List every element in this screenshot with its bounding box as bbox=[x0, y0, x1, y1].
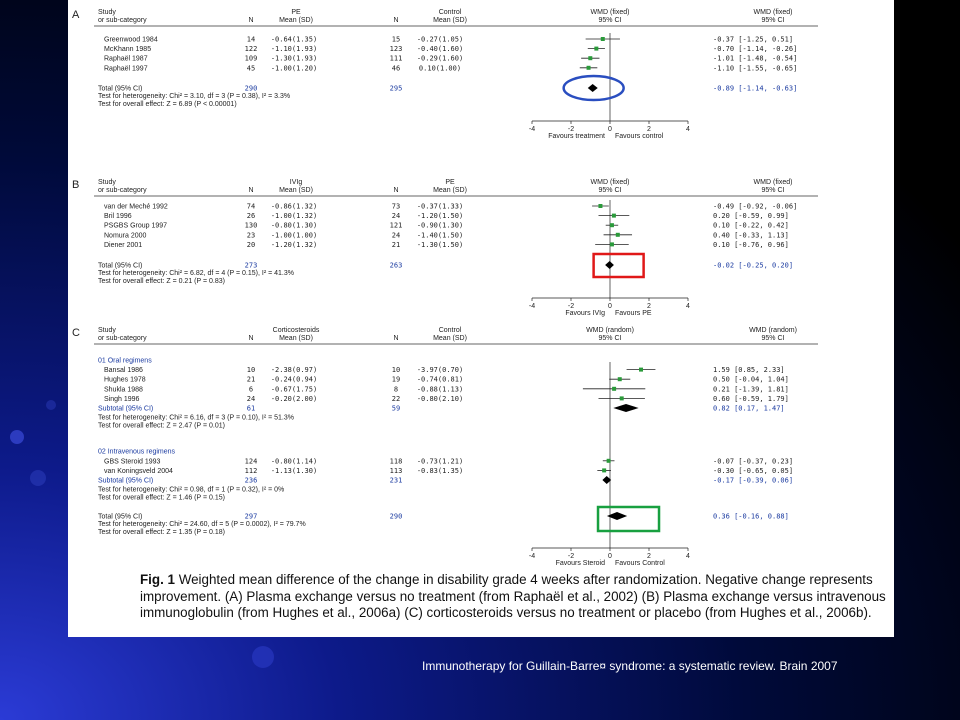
decorative-bubble bbox=[10, 430, 24, 444]
x-axis-tick-label: -4 bbox=[528, 303, 536, 310]
study-name: Nomura 2000 bbox=[104, 232, 147, 240]
favours-right-label: Favours Control bbox=[615, 560, 665, 567]
mean-sd-treatment: -1.00(1.32) bbox=[270, 212, 318, 221]
n-control: 121 bbox=[389, 221, 403, 230]
summary-label: Total (95% CI) bbox=[98, 85, 143, 93]
mean-sd-control: -0.73(1.21) bbox=[416, 457, 464, 466]
wmd-ci-value: 0.10 [-0.22, 0.42] bbox=[713, 221, 789, 230]
favours-left-label: Favours IVIg bbox=[565, 310, 605, 317]
favours-left-label: Favours Steroid bbox=[555, 560, 605, 567]
mean-sd-control: -0.40(1.60) bbox=[416, 45, 464, 54]
column-header-n-control: N bbox=[393, 335, 399, 342]
wmd-ci-value: 0.20 [-0.59, 0.99] bbox=[713, 212, 789, 221]
mean-sd-treatment: -0.67(1.75) bbox=[270, 385, 318, 394]
summary-n-treatment: 61 bbox=[246, 404, 256, 413]
x-axis-tick-label: 4 bbox=[686, 303, 690, 310]
effect-marker bbox=[601, 37, 605, 41]
heterogeneity-note: Test for overall effect: Z = 1.35 (P = 0.18) bbox=[98, 529, 225, 536]
mean-sd-treatment: -2.38(0.97) bbox=[270, 366, 318, 375]
summary-n-treatment: 297 bbox=[244, 512, 258, 521]
study-name: Raphaël 1997 bbox=[104, 65, 148, 73]
mean-sd-treatment: -0.64(1.35) bbox=[270, 35, 318, 44]
favours-left-label: Favours treatment bbox=[548, 133, 605, 140]
heterogeneity-note: Test for overall effect: Z = 0.21 (P = 0.83) bbox=[98, 278, 225, 285]
column-header-n-treatment: N bbox=[248, 17, 254, 24]
n-treatment: 24 bbox=[246, 394, 256, 403]
n-treatment: 130 bbox=[244, 221, 258, 230]
study-name: GBS Steroid 1993 bbox=[104, 458, 161, 466]
column-header-control: PE bbox=[445, 179, 455, 186]
wmd-ci-value: -0.30 [-0.65, 0.05] bbox=[713, 466, 794, 475]
study-name: Diener 2001 bbox=[104, 241, 143, 249]
mean-sd-treatment: -0.24(0.94) bbox=[270, 375, 318, 384]
effect-marker bbox=[616, 233, 620, 237]
column-header-treatment: PE bbox=[291, 9, 301, 16]
n-treatment: 6 bbox=[248, 385, 254, 394]
column-header-treatment: Corticosteroids bbox=[272, 327, 320, 334]
summary-wmd-ci-value: 0.82 [0.17, 1.47] bbox=[713, 404, 785, 413]
mean-sd-treatment: -0.20(2.00) bbox=[270, 394, 318, 403]
mean-sd-control: -3.97(0.70) bbox=[416, 366, 464, 375]
citation-text: Immunotherapy for Guillain-Barre¤ syndrome: a systematic review. Brain 2007 bbox=[422, 659, 838, 673]
x-axis-tick-label: -2 bbox=[567, 126, 575, 133]
summary-n-control: 295 bbox=[389, 84, 403, 93]
x-axis-tick-label: -2 bbox=[567, 303, 575, 310]
study-name: Bril 1996 bbox=[104, 213, 132, 221]
x-axis-tick-label: 0 bbox=[608, 553, 612, 560]
n-control: 10 bbox=[391, 366, 401, 375]
summary-wmd-ci-value: -0.89 [-1.14, -0.63] bbox=[713, 84, 798, 93]
summary-label: Subtotal (95% CI) bbox=[98, 477, 154, 485]
column-header-mean-treatment: Mean (SD) bbox=[279, 335, 313, 342]
subgroup-title: 02 Intravenous regimens bbox=[98, 448, 176, 456]
column-header-subcategory: or sub-category bbox=[98, 17, 147, 24]
x-axis-tick-label: 2 bbox=[647, 553, 651, 560]
study-name: Bansal 1986 bbox=[104, 367, 143, 375]
summary-diamond bbox=[605, 261, 614, 269]
column-header-ci-value: 95% CI bbox=[761, 187, 785, 194]
panel-label: B bbox=[72, 179, 80, 191]
n-control: 118 bbox=[389, 457, 403, 466]
column-header-study: Study bbox=[98, 179, 116, 186]
mean-sd-control: -1.40(1.50) bbox=[416, 231, 464, 240]
summary-n-control: 263 bbox=[389, 261, 403, 270]
n-control: 21 bbox=[391, 240, 401, 249]
n-treatment: 122 bbox=[244, 45, 258, 54]
mean-sd-control: -1.30(1.50) bbox=[416, 240, 464, 249]
study-name: van der Meché 1992 bbox=[104, 203, 168, 211]
mean-sd-control: -1.20(1.50) bbox=[416, 212, 464, 221]
column-header-mean-control: Mean (SD) bbox=[433, 17, 467, 24]
column-header-ci: 95% CI bbox=[598, 17, 622, 24]
n-treatment: 124 bbox=[244, 457, 258, 466]
decorative-bubble bbox=[252, 646, 274, 668]
mean-sd-treatment: -1.13(1.30) bbox=[270, 466, 318, 475]
decorative-bubble bbox=[30, 470, 46, 486]
mean-sd-control: -0.37(1.33) bbox=[416, 202, 464, 211]
summary-label: Total (95% CI) bbox=[98, 262, 143, 270]
column-header-subcategory: or sub-category bbox=[98, 187, 147, 194]
summary-wmd-ci-value: -0.02 [-0.25, 0.20] bbox=[713, 261, 794, 270]
summary-n-control: 290 bbox=[389, 512, 403, 521]
favours-right-label: Favours PE bbox=[615, 310, 652, 317]
column-header-ci: 95% CI bbox=[598, 187, 622, 194]
summary-n-treatment: 236 bbox=[244, 476, 258, 485]
n-control: 22 bbox=[391, 394, 401, 403]
n-treatment: 109 bbox=[244, 54, 258, 63]
mean-sd-control: -0.27(1.05) bbox=[416, 35, 464, 44]
mean-sd-treatment: -1.00(1.20) bbox=[270, 64, 318, 73]
column-header-wmd: WMD (fixed) bbox=[590, 179, 630, 186]
effect-marker bbox=[602, 468, 606, 472]
effect-marker bbox=[598, 204, 602, 208]
study-name: Shukla 1988 bbox=[104, 386, 143, 394]
wmd-ci-value: -0.49 [-0.92, -0.06] bbox=[713, 202, 798, 211]
x-axis-tick-label: 0 bbox=[608, 126, 612, 133]
column-header-treatment: IVIg bbox=[289, 179, 303, 186]
heterogeneity-note: Test for overall effect: Z = 6.89 (P < 0.00001) bbox=[98, 101, 237, 108]
wmd-ci-value: -0.37 [-1.25, 0.51] bbox=[713, 35, 794, 44]
mean-sd-control: -0.83(1.35) bbox=[416, 466, 464, 475]
wmd-ci-value: 0.40 [-0.33, 1.13] bbox=[713, 231, 789, 240]
mean-sd-treatment: -1.10(1.93) bbox=[270, 45, 318, 54]
heterogeneity-note: Test for heterogeneity: Chi² = 6.16, df = 3 (P = 0.10), I² = 51.3% bbox=[98, 414, 294, 422]
x-axis-tick-label: -4 bbox=[528, 126, 536, 133]
study-name: PSGBS Group 1997 bbox=[104, 222, 168, 230]
n-treatment: 26 bbox=[246, 212, 256, 221]
effect-marker bbox=[618, 377, 622, 381]
effect-marker bbox=[620, 396, 624, 400]
column-header-control: Control bbox=[438, 9, 462, 16]
heterogeneity-note: Test for heterogeneity: Chi² = 24.60, df = 5 (P = 0.0002), I² = 79.7% bbox=[98, 521, 306, 528]
effect-marker bbox=[610, 242, 614, 246]
mean-sd-treatment: -1.30(1.93) bbox=[270, 54, 318, 63]
n-control: 24 bbox=[391, 212, 401, 221]
column-header-wmd-value: WMD (random) bbox=[749, 327, 797, 334]
summary-n-control: 59 bbox=[391, 404, 401, 413]
summary-wmd-ci-value: -0.17 [-0.39, 0.06] bbox=[713, 476, 794, 485]
mean-sd-control: -0.80(2.10) bbox=[416, 394, 464, 403]
mean-sd-treatment: -1.00(1.00) bbox=[270, 231, 318, 240]
mean-sd-treatment: -0.80(1.14) bbox=[270, 457, 318, 466]
column-header-wmd: WMD (random) bbox=[586, 327, 634, 334]
effect-marker bbox=[587, 66, 591, 70]
column-header-n-treatment: N bbox=[248, 187, 254, 194]
n-treatment: 45 bbox=[246, 64, 256, 73]
summary-wmd-ci-value: 0.36 [-0.16, 0.88] bbox=[713, 512, 789, 521]
x-axis-tick-label: 0 bbox=[608, 303, 612, 310]
effect-marker bbox=[594, 47, 598, 51]
x-axis-tick-label: 4 bbox=[686, 126, 690, 133]
figure-caption bbox=[140, 572, 956, 622]
study-name: McKhann 1985 bbox=[104, 46, 152, 54]
mean-sd-treatment: -0.80(1.30) bbox=[270, 221, 318, 230]
wmd-ci-value: -0.70 [-1.14, -0.26] bbox=[713, 45, 798, 54]
column-header-subcategory: or sub-category bbox=[98, 335, 147, 342]
n-control: 123 bbox=[389, 45, 403, 54]
effect-marker bbox=[639, 368, 643, 372]
n-treatment: 74 bbox=[246, 202, 256, 211]
n-control: 15 bbox=[391, 35, 401, 44]
summary-n-treatment: 290 bbox=[244, 84, 258, 93]
figure-caption-label: Fig. 1 bbox=[140, 572, 175, 587]
wmd-ci-value: 1.59 [0.85, 2.33] bbox=[713, 366, 785, 375]
summary-label: Total (95% CI) bbox=[98, 513, 143, 521]
heterogeneity-note: Test for heterogeneity: Chi² = 6.82, df = 4 (P = 0.15), I² = 41.3% bbox=[98, 270, 294, 277]
n-control: 46 bbox=[391, 64, 401, 73]
heterogeneity-note: Test for overall effect: Z = 2.47 (P = 0.01) bbox=[98, 422, 225, 430]
wmd-ci-value: -1.01 [-1.48, -0.54] bbox=[713, 54, 798, 63]
column-header-mean-treatment: Mean (SD) bbox=[279, 17, 313, 24]
highlight-rectangle bbox=[598, 507, 659, 531]
wmd-ci-value: -1.10 [-1.55, -0.65] bbox=[713, 64, 798, 73]
column-header-study: Study bbox=[98, 327, 116, 334]
wmd-ci-value: 0.60 [-0.59, 1.79] bbox=[713, 394, 789, 403]
x-axis-tick-label: 4 bbox=[686, 553, 690, 560]
effect-marker bbox=[612, 214, 616, 218]
column-header-mean-treatment: Mean (SD) bbox=[279, 187, 313, 194]
column-header-ci-value: 95% CI bbox=[761, 335, 785, 342]
n-treatment: 23 bbox=[246, 231, 256, 240]
mean-sd-treatment: -1.20(1.32) bbox=[270, 240, 318, 249]
wmd-ci-value: 0.21 [-1.39, 1.81] bbox=[713, 385, 789, 394]
x-axis-tick-label: -2 bbox=[567, 553, 575, 560]
mean-sd-control: -0.88(1.13) bbox=[416, 385, 464, 394]
study-name: Singh 1996 bbox=[104, 395, 140, 403]
figure-caption-text: Weighted mean difference of the change in disability grade 4 weeks after randomization. Negative change represents improvement. (A) Plasma exchange versus no treatment (from Raphaël et al., 2002) (B) Plasma exchange versus intravenous immunoglobulin (from Hughes et al., 2006a) (C) corticosteroids versus no treatment or placebo (from Hughes et al., 2006b). bbox=[140, 572, 886, 620]
n-control: 111 bbox=[389, 54, 403, 63]
column-header-n-treatment: N bbox=[248, 335, 254, 342]
n-treatment: 20 bbox=[246, 240, 256, 249]
column-header-ci-value: 95% CI bbox=[761, 17, 785, 24]
heterogeneity-note: Test for overall effect: Z = 1.46 (P = 0.15) bbox=[98, 494, 225, 502]
column-header-n-control: N bbox=[393, 17, 399, 24]
study-name: Greenwood 1984 bbox=[104, 36, 158, 44]
panel-label: A bbox=[72, 9, 80, 21]
n-control: 19 bbox=[391, 375, 401, 384]
favours-right-label: Favours control bbox=[615, 133, 664, 140]
column-header-wmd: WMD (fixed) bbox=[590, 9, 630, 16]
column-header-n-control: N bbox=[393, 187, 399, 194]
study-name: Hughes 1978 bbox=[104, 376, 146, 384]
panel-label: C bbox=[72, 327, 80, 339]
column-header-study: Study bbox=[98, 9, 116, 16]
mean-sd-control: -0.90(1.30) bbox=[416, 221, 464, 230]
decorative-bubble bbox=[46, 400, 56, 410]
column-header-wmd-value: WMD (fixed) bbox=[753, 179, 793, 186]
forest-plot-figure bbox=[68, 0, 894, 637]
n-treatment: 14 bbox=[246, 35, 256, 44]
mean-sd-control: 0.10(1.00) bbox=[418, 64, 462, 73]
summary-n-control: 231 bbox=[389, 476, 403, 485]
x-axis-tick-label: 2 bbox=[647, 126, 651, 133]
wmd-ci-value: 0.50 [-0.04, 1.04] bbox=[713, 375, 789, 384]
wmd-ci-value: -0.07 [-0.37, 0.23] bbox=[713, 457, 794, 466]
summary-label: Subtotal (95% CI) bbox=[98, 405, 154, 413]
subgroup-title: 01 Oral regimens bbox=[98, 357, 152, 365]
effect-marker bbox=[588, 56, 592, 60]
n-control: 8 bbox=[393, 385, 399, 394]
x-axis-tick-label: 2 bbox=[647, 303, 651, 310]
effect-marker bbox=[610, 223, 614, 227]
column-header-control: Control bbox=[438, 327, 462, 334]
column-header-wmd-value: WMD (fixed) bbox=[753, 9, 793, 16]
n-control: 24 bbox=[391, 231, 401, 240]
effect-marker bbox=[607, 459, 611, 463]
column-header-mean-control: Mean (SD) bbox=[433, 335, 467, 342]
mean-sd-control: -0.29(1.60) bbox=[416, 54, 464, 63]
summary-diamond bbox=[613, 404, 638, 412]
heterogeneity-note: Test for heterogeneity: Chi² = 3.10, df = 3 (P = 0.38), I² = 3.3% bbox=[98, 93, 291, 100]
study-name: Raphaël 1987 bbox=[104, 55, 148, 63]
effect-marker bbox=[612, 387, 616, 391]
summary-n-treatment: 273 bbox=[244, 261, 258, 270]
figure-panel bbox=[68, 0, 894, 637]
summary-diamond bbox=[588, 84, 598, 92]
x-axis-tick-label: -4 bbox=[528, 553, 536, 560]
mean-sd-control: -0.74(0.81) bbox=[416, 375, 464, 384]
wmd-ci-value: 0.10 [-0.76, 0.96] bbox=[713, 240, 789, 249]
column-header-mean-control: Mean (SD) bbox=[433, 187, 467, 194]
n-treatment: 10 bbox=[246, 366, 256, 375]
heterogeneity-note: Test for heterogeneity: Chi² = 0.98, df = 1 (P = 0.32), I² = 0% bbox=[98, 486, 285, 494]
n-control: 73 bbox=[391, 202, 401, 211]
mean-sd-treatment: -0.86(1.32) bbox=[270, 202, 318, 211]
n-treatment: 112 bbox=[244, 466, 258, 475]
highlight-rectangle bbox=[594, 254, 644, 277]
column-header-ci: 95% CI bbox=[598, 335, 622, 342]
n-control: 113 bbox=[389, 466, 403, 475]
study-name: van Koningsveld 2004 bbox=[104, 467, 173, 475]
n-treatment: 21 bbox=[246, 375, 256, 384]
